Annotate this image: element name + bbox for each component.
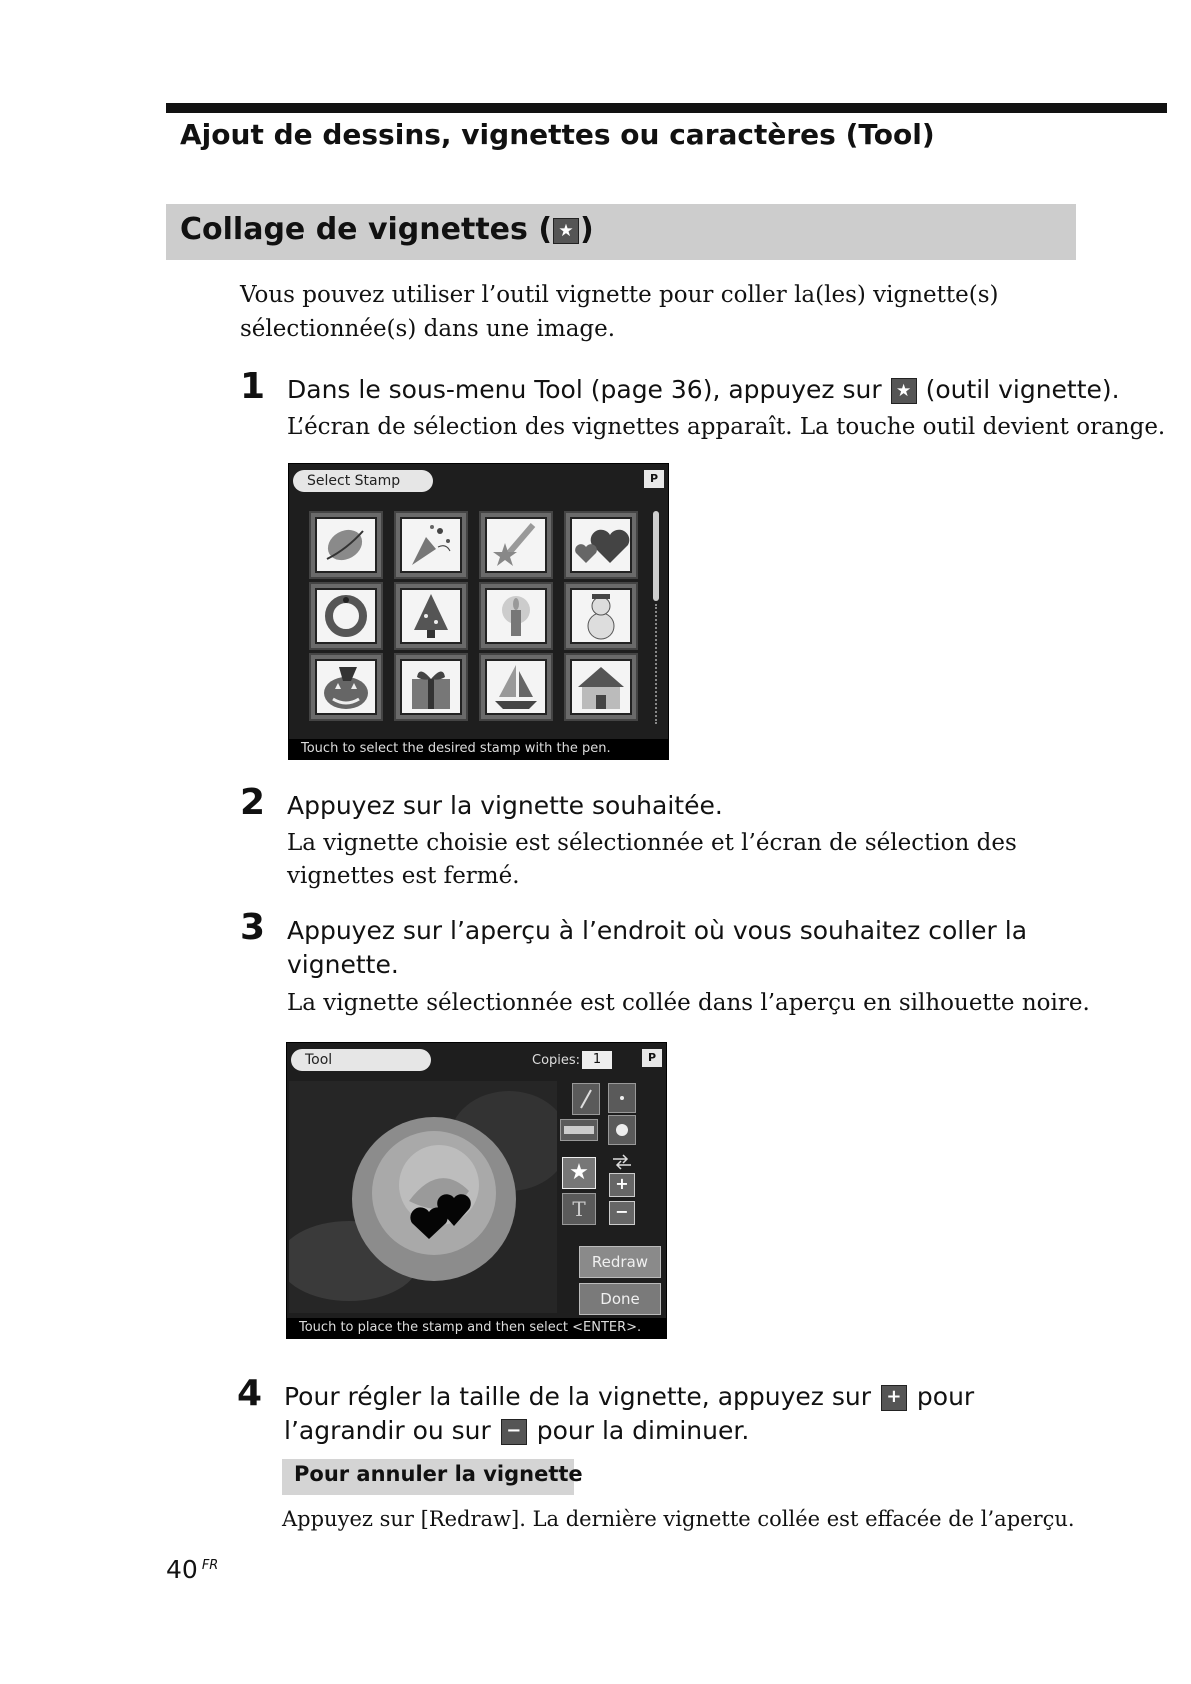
eraser-icon	[561, 1120, 597, 1140]
cancel-desc: Appuyez sur [Redraw]. La dernière vignette collée est effacée de l’aperçu.	[282, 1507, 1075, 1531]
stamp-thumbnail	[315, 517, 377, 573]
section-title-close: )	[580, 212, 594, 247]
stamp-thumbnail	[315, 659, 377, 715]
step-2-desc: La vignette choisie est sélectionnée et l’écran de sélection des vignettes est fermé.	[287, 830, 1017, 889]
copies-label: Copies:	[532, 1053, 581, 1068]
stamp-wreath[interactable]	[309, 582, 383, 650]
stamp-gift[interactable]	[394, 653, 468, 721]
scrollbar-thumb[interactable]	[653, 511, 659, 601]
stamp-house[interactable]	[564, 653, 638, 721]
section-title-text: Collage de vignettes (	[180, 212, 553, 247]
step-4-text-c: l’agrandir ou sur	[284, 1416, 491, 1445]
stamp-sailboat[interactable]	[479, 653, 553, 721]
eraser-tool-button[interactable]	[560, 1119, 598, 1141]
christmas-tree-icon	[402, 590, 460, 642]
step-2-number: 2	[240, 782, 266, 823]
pen-icon	[573, 1084, 599, 1114]
plus-icon: +	[881, 1385, 907, 1411]
status-bar: Touch to place the stamp and then select <ENTER>.	[287, 1318, 666, 1338]
stamp-leaf[interactable]	[309, 511, 383, 579]
thick-brush-button[interactable]	[608, 1115, 636, 1145]
scrollbar-track[interactable]	[655, 604, 659, 724]
stamp-snowman[interactable]	[564, 582, 638, 650]
stamp-thumbnail	[485, 588, 547, 644]
stamp-tool-icon: ★	[569, 1160, 589, 1185]
thin-brush-button[interactable]	[608, 1083, 636, 1113]
heart-icon	[572, 519, 630, 571]
gift-icon	[402, 661, 460, 713]
step-3-text: Appuyez sur l’aperçu à l’endroit où vous souhaitez coller la vignette.	[287, 916, 1028, 979]
party-popper-icon	[402, 519, 460, 571]
p-button[interactable]: P	[642, 1049, 662, 1067]
stamp-candle[interactable]	[479, 582, 553, 650]
step-3-number: 3	[240, 907, 266, 948]
step-1-desc: L’écran de sélection des vignettes apparaît. La touche outil devient orange.	[287, 414, 1166, 440]
section-title	[180, 212, 594, 247]
stamp-thumbnail	[570, 517, 632, 573]
sailboat-icon	[487, 661, 545, 713]
enlarge-button[interactable]: +	[609, 1173, 635, 1197]
step-3-desc: La vignette sélectionnée est collée dans l’aperçu en silhouette noire.	[287, 990, 1090, 1016]
step-4-text-a: Pour régler la taille de la vignette, appuyez sur	[284, 1382, 871, 1411]
stamp-thumbnail	[400, 588, 462, 644]
rose-image	[289, 1081, 557, 1313]
stamp-thumbnail	[315, 588, 377, 644]
stamp-tool-icon: ★	[553, 218, 579, 244]
stamp-thumbnail	[570, 588, 632, 644]
resize-icon	[611, 1153, 633, 1171]
copies-field[interactable]: 1	[582, 1051, 612, 1069]
minus-icon: −	[501, 1419, 527, 1445]
page-number-value: 40	[166, 1555, 198, 1584]
screen-title-pill: Select Stamp	[293, 470, 433, 492]
stamp-thumbnail	[400, 517, 462, 573]
stamp-party-popper[interactable]	[394, 511, 468, 579]
stamp-pumpkin[interactable]	[309, 653, 383, 721]
status-bar: Touch to select the desired stamp with the pen.	[289, 739, 668, 759]
wreath-icon	[317, 590, 375, 642]
chapter-title: Ajout de dessins, vignettes ou caractères (Tool)	[180, 118, 935, 151]
stamp-thumbnail	[485, 517, 547, 573]
candle-icon	[487, 590, 545, 642]
shooting-star-icon	[487, 519, 545, 571]
shrink-button[interactable]: −	[609, 1201, 635, 1225]
stamp-thumbnail	[400, 659, 462, 715]
step-4-text-line1	[284, 1380, 974, 1414]
small-dot-icon	[609, 1084, 635, 1112]
snowman-icon	[572, 590, 630, 642]
stamp-thumbnail	[485, 659, 547, 715]
page-number	[166, 1555, 218, 1584]
stamp-tool-button[interactable]	[562, 1157, 596, 1189]
stamp-shooting-star[interactable]	[479, 511, 553, 579]
stamp-thumbnail	[570, 659, 632, 715]
intro-paragraph: Vous pouvez utiliser l’outil vignette pour coller la(les) vignette(s) sélectionnée(s) dans une image.	[240, 282, 999, 342]
select-stamp-screen	[288, 463, 669, 760]
step-4-text-b: pour	[916, 1382, 975, 1411]
step-1-text-a: Dans le sous-menu Tool (page 36), appuyez sur	[287, 375, 882, 404]
house-icon	[572, 661, 630, 713]
done-button[interactable]: Done	[579, 1283, 661, 1315]
step-4-text-line2	[284, 1414, 749, 1448]
step-4-number: 4	[237, 1373, 263, 1414]
step-4-text-d: pour la diminuer.	[536, 1416, 750, 1445]
pumpkin-icon	[317, 661, 375, 713]
text-tool-button[interactable]	[562, 1193, 596, 1225]
step-1-text	[287, 373, 1120, 407]
top-rule	[166, 103, 1167, 113]
redraw-button[interactable]: Redraw	[579, 1246, 661, 1278]
screen-title-pill: Tool	[291, 1049, 431, 1071]
large-dot-icon	[609, 1116, 635, 1144]
stamp-tool-icon: ★	[891, 378, 917, 404]
step-2-text: Appuyez sur la vignette souhaitée.	[287, 791, 723, 820]
subheading-cancel: Pour annuler la vignette	[294, 1462, 583, 1486]
tool-screen	[286, 1042, 667, 1339]
step-1-text-b: (outil vignette).	[925, 375, 1120, 404]
pen-tool-button[interactable]	[572, 1083, 600, 1115]
photo-preview[interactable]	[289, 1081, 557, 1313]
text-tool-icon: T	[572, 1197, 586, 1221]
p-button[interactable]: P	[644, 470, 664, 488]
page-language: FR	[201, 1557, 219, 1573]
leaf-icon	[317, 519, 375, 571]
stamp-christmas-tree[interactable]	[394, 582, 468, 650]
stamp-hearts[interactable]	[564, 511, 638, 579]
step-1-number: 1	[240, 366, 266, 407]
